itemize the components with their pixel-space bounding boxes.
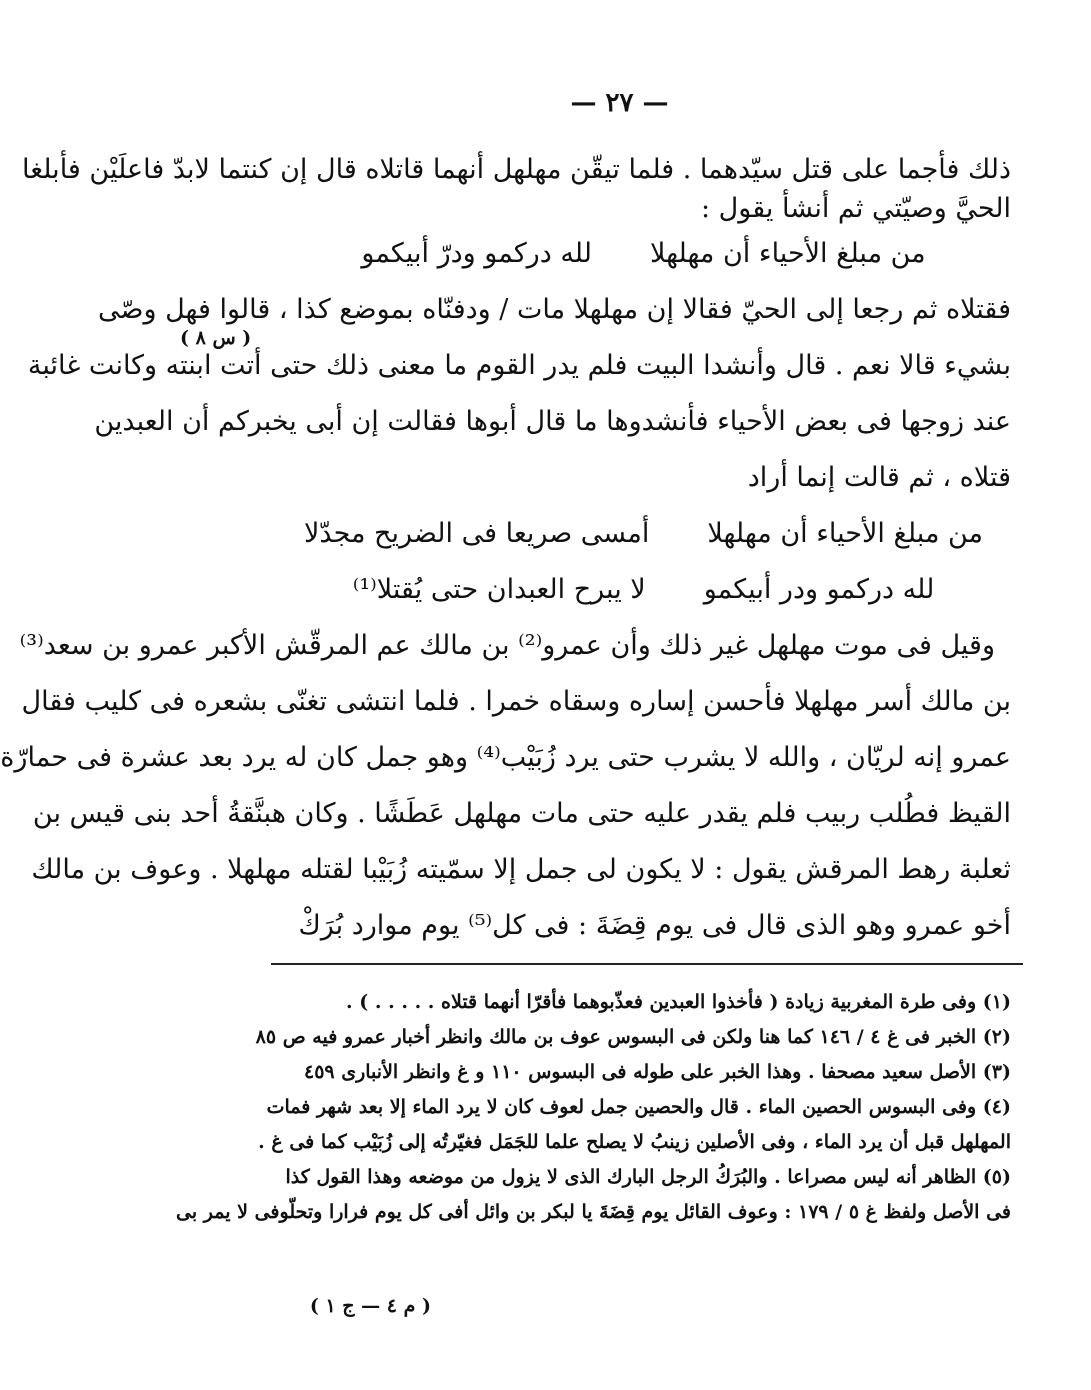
footnote: (١) وفى طرة المغربية زيادة ( فأخذوا العبدين فعذّبوهما فأقرّا أنهما قتلاه . . . . . ) .: [346, 991, 1011, 1013]
text-line: عند زوجها فى بعض الأحياء فأنشدوها ما قال أبوها فقالت إن أبى يخبركم أن العبدين: [94, 406, 1011, 437]
footnote: (٥) الظاهر أنه ليس مصراعا . والبُرَكُ الرجل البارك الذى لا يزول من موضعه وهذا القول كذا: [285, 1166, 1011, 1188]
page-number: — ٢٧ —: [570, 88, 669, 118]
text-line: أخو عمرو وهو الذى قال فى يوم قِضَةَ : فى كل⁽⁵⁾ يوم موارد بُرَكْ: [298, 910, 1011, 941]
text-line: ذلك فأجما على قتل سيّدهما . فلما تيقّن مهلهل أنهما قاتلاه قال إن كنتما لابدّ فاعلَيْن فأبلغا: [21, 154, 1011, 185]
text-line: بن مالك أسر مهلهلا فأحسن إساره وسقاه خمرا . فلما انتشى تغنّى بشعره فى كليب فقال: [21, 686, 1011, 717]
footnotes: [176, 985, 1011, 1230]
text-line: القيظ فطُلب ربيب فلم يقدر عليه حتى مات مهلهل عَطَشًا . وكان هبنَّقةُ أحد بنى قيس بن: [32, 798, 1011, 829]
footnote: (٢) الخبر فى غ ٤ / ١٤٦ كما هنا ولكن فى البسوس عوف بن مالك وانظر أخبار عمرو فيه ص ٨٥: [255, 1026, 1011, 1048]
text-line: عمرو إنه لريّان ، والله لا يشرب حتى يرد زُبَيْب⁽⁴⁾ وهو جمل كان له يرد بعد عشرة فى حمارّة: [0, 742, 1011, 773]
verse-line: [276, 234, 1011, 273]
footnote: فى الأصل ولفظ غ ٥ / ١٧٩ : وعوف القائل يوم قِضَةَ يا لبكر بن وائل أفى كل يوم فرارا وتحلّوفى لا يمر بى: [176, 1201, 1011, 1223]
footnote: (٣) الأصل سعيد مصحفا . وهذا الخبر على طوله فى البسوس ١١٠ و غ وانظر الأنبارى ٤٥٩: [303, 1061, 1011, 1083]
verse-hemistich: أمسى صريعا فى الضريح مجدّلا: [304, 518, 650, 549]
verse-hemistich: لله دركمو ودر أبيكمو: [703, 574, 935, 605]
text-line: ثعلبة رهط المرقش يقول : لا يكون لى جمل إلا سمّيته زُبَيْبا لقتله مهلهلا . وعوف بن مالك: [31, 854, 1011, 885]
verse-hemistich: من مبلغ الأحياء أن مهلهلا: [707, 518, 983, 549]
verse-hemistich: لله دركمو ودرّ أبيكمو: [361, 238, 592, 269]
footnote: (٤) وفى البسوس الحصين الماء . قال والحصين جمل لعوف كان لا يرد الماء إلا بعد شهر فمات: [266, 1096, 1011, 1118]
text-line: الحيَّ وصيّتي ثم أنشأ يقول :: [701, 193, 1011, 224]
verse-hemistich: لا يبرح العبدان حتى يُقتلا⁽¹⁾: [352, 574, 646, 605]
verse-line: [276, 514, 1011, 553]
footnote: المهلهل قبل أن يرد الماء ، وفى الأصلين زينبُ لا يصلح علما للجَمَل فغيّرتُه إلى زُبَيْب كما فى غ .: [258, 1131, 1011, 1153]
text-line: قتلاه ، ثم قالت إنما أراد: [747, 462, 1011, 493]
verse-hemistich: من مبلغ الأحياء أن مهلهلا: [649, 238, 926, 269]
text-line: وقيل فى موت مهلهل غير ذلك وأن عمرو⁽²⁾ بن مالك عم المرقّش الأكبر عمرو بن سعد⁽³⁾: [19, 630, 995, 661]
text-line: فقتلاه ثم رجعا إلى الحيّ فقالا إن مهلهلا مات / ودفنّاه بموضع كذا ، قالوا فهل وصّى: [98, 294, 1011, 325]
text-line: بشيء قالا نعم . قال وأنشدا البيت فلم يدر القوم ما معنى ذلك حتى أتت ابنته وكانت غائبة: [27, 350, 1011, 381]
verse-line: [276, 570, 1011, 609]
marginal-note: ( س ٨ ): [180, 327, 252, 349]
signature-mark: ( م ٤ — ج ١ ): [309, 1295, 431, 1317]
footnote-separator: [271, 963, 1023, 965]
